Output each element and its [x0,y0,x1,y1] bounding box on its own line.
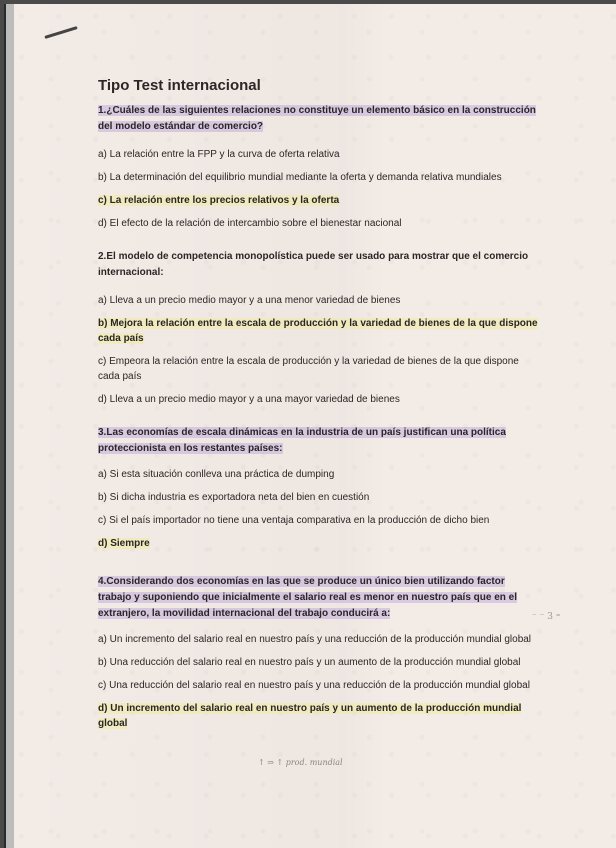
question-4-text: 4.Considerando dos economías en las que se produce un único bien utilizando factor trabajo y suponiendo que inicialmente el salario real es menor en nuestro país que en el extranjero, la movilidad internacional del trabajo conducirá a: [98,576,518,619]
question-2-block [98,249,538,407]
question-3-option-c: c) Si el país importador no tiene una ventaja comparativa en la producción de dicho bien [98,515,490,526]
margin-pencil-note: ⁻ ⁻ 3 ⁼ [532,612,561,622]
question-2-option-a: a) Lleva a un precio medio mayor y a una menor variedad de bienes [98,295,401,306]
question-3-block [98,425,538,551]
question-1-text: 1.¿Cuáles de las siguientes relaciones no constituye un elemento básico en la construcción del modelo estándar de comercio? [98,105,536,132]
question-3-option-a: a) Si esta situación conlleva una práctica de dumping [98,469,335,480]
question-3-text: 3.Las economías de escala dinámicas en la industria de un país justifican una política proteccionista en los restantes países: [98,427,506,454]
question-2-text: 2.El modelo de competencia monopolística puede ser usado para mostrar que el comercio internacional: [98,251,529,278]
question-1-block [98,103,538,231]
question-2-option-d: d) Lleva a un precio medio mayor y a una mayor variedad de bienes [98,394,400,405]
question-1-option-c: c) La relación entre los precios relativos y la oferta [98,195,340,206]
question-4-block [98,574,538,731]
question-3-option-d: d) Siempre [98,538,150,549]
question-4-option-b: b) Una reducción del salario real en nuestro país y un aumento de la producción mundial global [98,657,521,668]
question-1-option-d: d) El efecto de la relación de intercambio sobre el bienestar nacional [98,218,402,229]
question-2-option-c: c) Empeora la relación entre la escala de producción y la variedad de bienes de la que dispone cada país [98,356,519,382]
question-4-option-d: d) Un incremento del salario real en nuestro país y un aumento de la producción mundial global [98,703,522,729]
handwritten-note: ↑ ⇒ ↑ prod. mundial [258,758,343,767]
question-1-option-b: b) La determinación del equilibrio mundial mediante la oferta y demanda relativa mundiales [98,172,502,183]
document-content [98,76,538,106]
question-4-option-c: c) Una reducción del salario real en nuestro país y una reducción de la producción mundial global [98,680,530,691]
document-title: Tipo Test internacional [98,77,261,94]
question-2-option-b: b) Mejora la relación entre la escala de producción y la variedad de bienes de la que dispone cada país [98,318,538,344]
question-3-option-b: b) Si dicha industria es exportadora neta del bien en cuestión [98,492,370,503]
question-1-option-a: a) La relación entre la FPP y la curva de oferta relativa [98,149,340,160]
question-4-option-a: a) Un incremento del salario real en nuestro país y una reducción de la producción mundial global [98,634,532,645]
